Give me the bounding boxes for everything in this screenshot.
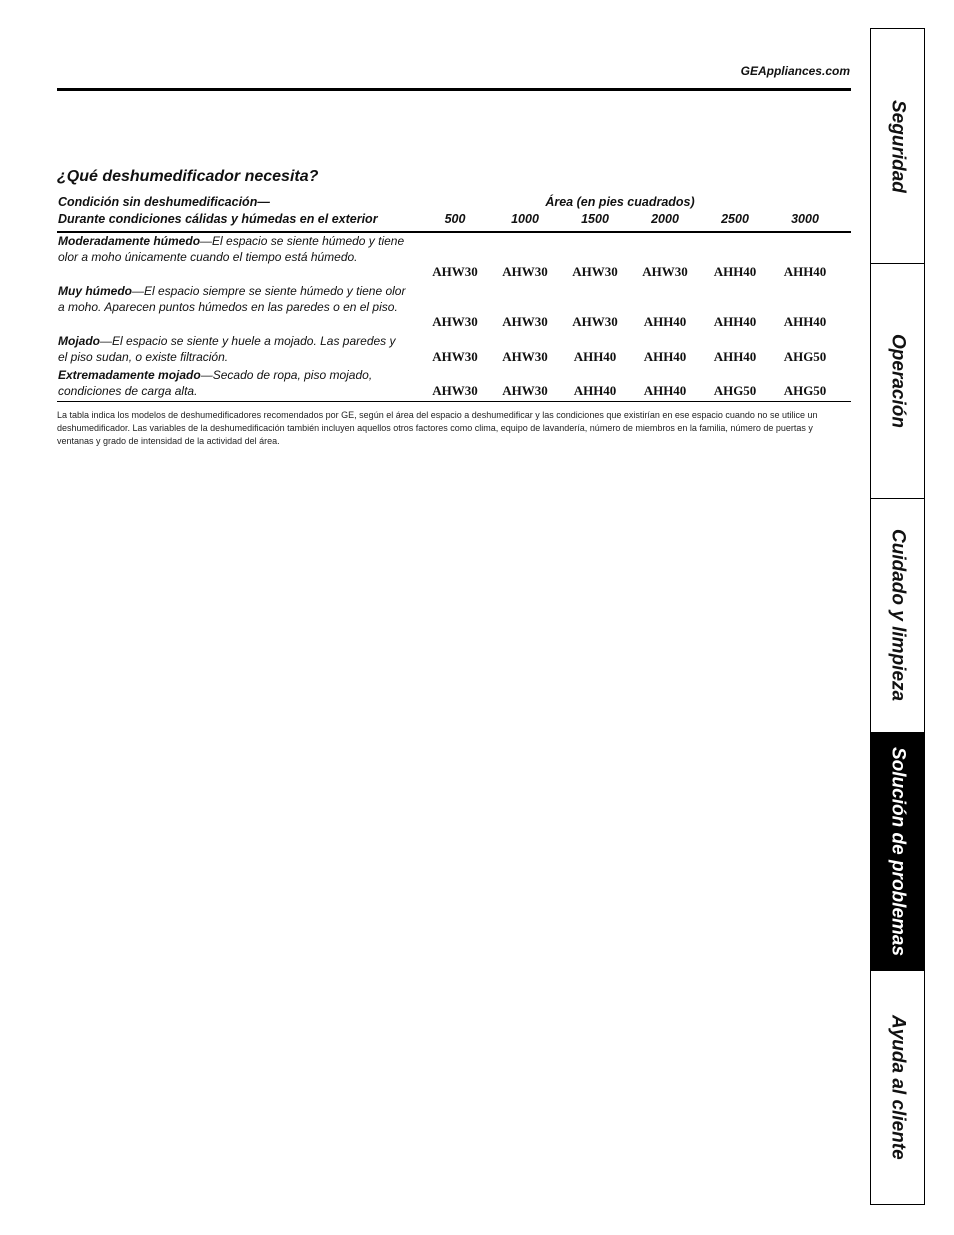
condition-header-line2: Durante condiciones cálidas y húmedas en el exterior [58, 212, 378, 226]
condition-description: —Secado de ropa, piso mojado, condiciones de carga alta. [58, 368, 373, 398]
table-header-rule [57, 231, 851, 233]
condition-description: —El espacio se siente y huele a mojado. Las paredes y el piso sudan, o existe filtración. [58, 334, 396, 364]
condition-name: Moderadamente húmedo [58, 234, 201, 248]
tab-cuidado-y-limpieza[interactable] [871, 499, 924, 733]
condition-description: —El espacio siempre se siente húmedo y tiene olor a moho. Aparecen puntos húmedos en las paredes o en el piso. [58, 284, 406, 314]
table-cell: AHH40 [573, 349, 617, 364]
column-header-1500: 1500 [581, 212, 609, 226]
tab-solucion-de-problemas[interactable] [871, 733, 924, 971]
table-cell: AHW30 [502, 264, 548, 279]
table-cell: AHW30 [502, 349, 548, 364]
table-cell: AHH40 [643, 314, 687, 329]
table-cell: AHH40 [713, 314, 757, 329]
table-cell: AHH40 [713, 349, 757, 364]
condition-name: Mojado [58, 334, 100, 348]
tab-label: Ayuda al cliente [887, 1015, 909, 1160]
table-cell: AHH40 [783, 314, 827, 329]
table-cell: AHG50 [783, 383, 827, 398]
table-cell: AHW30 [502, 314, 548, 329]
column-header-500: 500 [444, 212, 466, 226]
table-cell: AHW30 [502, 383, 548, 398]
column-header-3000: 3000 [791, 212, 819, 226]
table-cell: AHW30 [572, 314, 618, 329]
tab-label: Operación [887, 334, 909, 428]
column-header-1000: 1000 [511, 212, 539, 226]
tab-seguridad[interactable] [871, 29, 924, 264]
section-title: ¿Qué deshumedificador necesita? [57, 168, 319, 185]
table-cell: AHW30 [432, 314, 478, 329]
column-header-2500: 2500 [721, 212, 749, 226]
table-row-condition [58, 284, 408, 315]
tab-label: Solución de problemas [887, 746, 909, 957]
condition-header-line1: Condición sin deshumedificación— [58, 195, 270, 209]
table-cell: AHW30 [432, 264, 478, 279]
tab-operacion[interactable] [871, 264, 924, 499]
table-cell: AHW30 [642, 264, 688, 279]
table-footnote: La tabla indica los modelos de deshumedificadores recomendados por GE, según el área del espacio a deshumedificar y las condiciones que existirían en ese espacio cuando no se utilice un deshumedificador. Las variables de la deshumedificación también incluyen aquellos otros factores como clima, equipo de lavandería, número de miembros en la familia, número de puertas y ventanas y grado de intensidad de la actividad del área. [57, 410, 818, 446]
table-cell: AHH40 [573, 383, 617, 398]
tab-label: Seguridad [887, 99, 909, 193]
table-row-condition [58, 234, 408, 265]
site-url: GEAppliances.com [740, 64, 850, 78]
condition-name: Muy húmedo [58, 284, 132, 298]
table-row-condition [58, 368, 408, 399]
side-tabs [870, 28, 925, 1205]
condition-description: —El espacio se siente húmedo y tiene olor a moho únicamente cuando el tiempo está húmedo. [58, 234, 405, 264]
table-cell: AHH40 [713, 264, 757, 279]
column-header-2000: 2000 [651, 212, 679, 226]
header-rule [57, 88, 851, 91]
table-bottom-rule [57, 401, 851, 402]
table-cell: AHH40 [783, 264, 827, 279]
table-cell: AHW30 [432, 349, 478, 364]
table-cell: AHW30 [432, 383, 478, 398]
table-row-condition [58, 334, 408, 365]
table-cell: AHW30 [572, 264, 618, 279]
condition-name: Extremadamente mojado [58, 368, 201, 382]
table-cell: AHG50 [713, 383, 757, 398]
table-cell: AHH40 [643, 383, 687, 398]
area-header: Área (en pies cuadrados) [545, 195, 695, 209]
table-cell: AHH40 [643, 349, 687, 364]
tab-ayuda-al-cliente[interactable] [871, 971, 924, 1204]
table-cell: AHG50 [783, 349, 827, 364]
tab-label: Cuidado y limpieza [887, 529, 909, 702]
